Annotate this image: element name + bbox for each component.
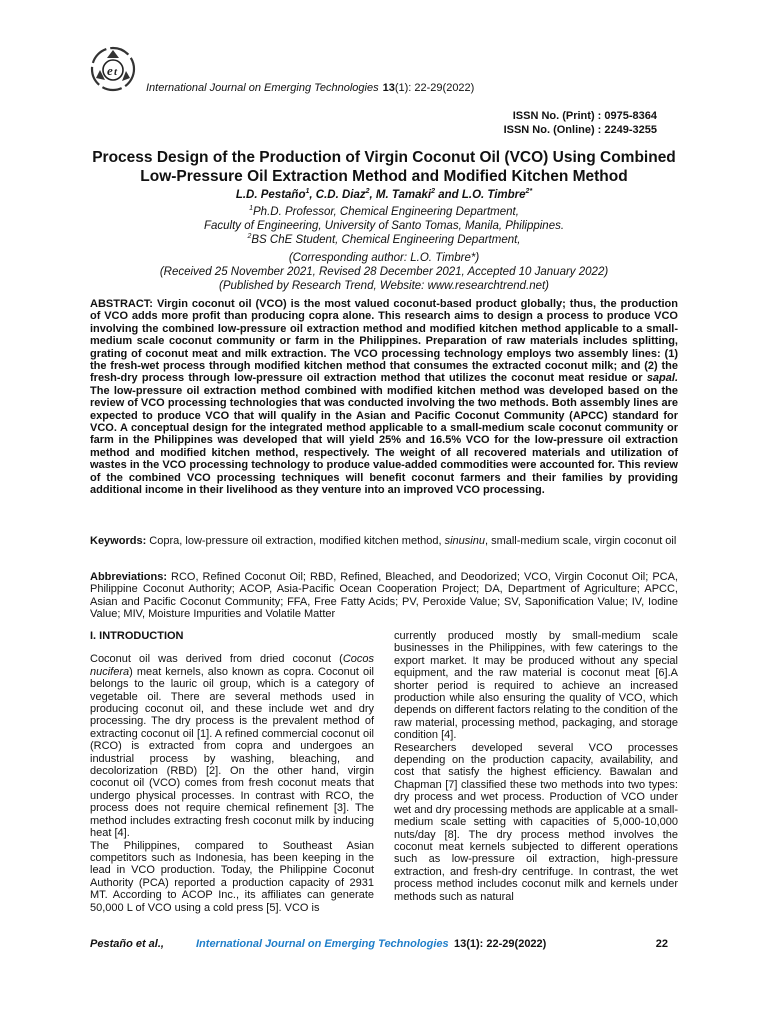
right-column <box>394 630 678 903</box>
abbreviations <box>90 571 678 621</box>
svg-text:e: e <box>107 63 113 78</box>
author-3: , M. Tamaki <box>369 189 432 201</box>
intro-p1-italic: Cocos nucifera <box>90 653 374 678</box>
corresponding-author: (Corresponding author: L.O. Timbre*) <box>288 252 480 264</box>
intro-p1-text-a: Coconut oil was derived from dried coconut ( <box>90 653 343 666</box>
abbreviations-label: Abbreviations: <box>90 571 168 583</box>
journal-name: International Journal on Emerging Technologies <box>146 82 379 94</box>
received-dates: (Received 25 November 2021, Revised 28 December 2021, Accepted 10 January 2022) <box>159 266 609 278</box>
section-heading-introduction: I. INTRODUCTION <box>90 630 184 642</box>
publication-info <box>80 251 688 293</box>
abstract-label: ABSTRACT: <box>90 298 153 310</box>
keywords-italic: sinusinu <box>444 535 485 547</box>
author-list <box>80 188 688 202</box>
author-4-sup: 2* <box>525 188 533 196</box>
keywords-text-2: , small-medium scale, virgin coconut oil <box>484 535 677 547</box>
keywords-label: Keywords: <box>90 535 147 547</box>
abstract-text-1: Virgin coconut oil (VCO) is the most valued coconut-based product globally; thus, the production of VCO adds more profit than producing copra alone. This research aims to design a process to produce VCO involving the combined low-pressure oil extraction method and modified kitchen method applicable to a small-medium scale coconut community or farm in the Philippines. Preparation of raw materials includes splitting, grating of coconut meat and milk extraction. The VCO processing technology employs two assembly lines: (1) the fresh-wet process through modified kitchen method that consumes the extracted coconut milk; and (2) the fresh-dry process through low-pressure oil extraction method that utilizes the coconut meat residue or <box>90 298 678 385</box>
journal-issue-pages: (1): 22-29(2022) <box>394 82 475 94</box>
page-number: 22 <box>655 938 668 950</box>
affiliation-1-line-2: Faculty of Engineering, University of Santo Tomas, Manila, Philippines. <box>203 220 565 232</box>
paper-title: Process Design of the Production of Virgin Coconut Oil (VCO) Using Combined Low-Pressure Oil Extraction Method and Modified Kitchen Method <box>92 149 676 185</box>
footer-authors: Pestaño et al., <box>90 938 164 950</box>
svg-text:t: t <box>114 66 118 78</box>
author-3-sup: 2 <box>431 188 436 196</box>
footer-pages: 13(1): 22-29(2022) <box>454 938 547 950</box>
author-2-sup: 2 <box>365 188 370 196</box>
abstract-italic: sapal. <box>646 372 678 385</box>
journal-header <box>146 82 474 94</box>
publisher-line: (Published by Research Trend, Website: www.researchtrend.net) <box>218 280 550 292</box>
affiliations <box>80 205 688 247</box>
affiliation-1-sup: 1 <box>249 205 253 213</box>
intro-paragraph-4: Researchers developed several VCO processes depending on the production capacity, availability, and cost that satisfy the highest efficiency. Bawalan and Chapman [7] classified these two methods into two types: dry process and wet process. Production of VCO under wet and dry processing methods are applicable at a small-medium scale setting with capacities of 5,000-10,000 nuts/day [8]. The dry process method involves the coconut meat kernels subjected to different operations such as low-pressure oil extraction, high-pressure extraction, and fresh-dry centrifuge. In contrast, the wet process method includes coconut milk and kernels under methods such as natural <box>394 741 678 903</box>
abstract-text-2: The low-pressure oil extraction method combined with modified kitchen method was developed based on the review of VCO processing technologies that was conducted involving the two methods. Both assembly lines are expected to produce VCO that will qualify in the Asian and Pacific Coconut Community (APCC) standard for VCO. A conceptual design for the integrated method applicable to a small-medium scale coconut community or farm in the Philippines was developed that will yield 25% and 16.5% VCO for the low-pressure oil extraction method and modified kitchen method, respectively. The weight of all recovered materials and utilization of wastes in the VCO processing technology to produce value-added commodities were accounted for. This review of the combined VCO processing techniques will benefit coconut farmers and their families by providing additional income in their livelihood as they venture into an improved VCO processing. <box>90 384 678 497</box>
abbreviations-text: RCO, Refined Coconut Oil; RBD, Refined, Bleached, and Deodorized; VCO, Virgin Coconut Oil; PCA, Philippine Coconut Authority; ACOP, Asia-Pacific Ocean Cooperation Project; DA, Department of Agriculture; APCC, Asian and Pacific Coconut Community; FFA, Free Fatty Acids; PV, Peroxide Value; SV, Saponification Value; IV, Iodine Value; MIV, Moisture Impurities and Volatile Matter <box>90 571 678 621</box>
journal-volume: 13 <box>382 82 395 94</box>
intro-p1-text-b: ) meat kernels, also known as copra. Coconut oil belongs to the lauric oil group, which is a category of vegetable oil. There are several methods used in producing coconut oil, and these include wet and dry processing. The dry process is the prevalent method of extracting coconut oil [1]. A refined commercial coconut oil (RCO) is extracted from copra and undergoes an industrial process by washing, bleaching, and decolorization (RBD) [2]. On the other hand, virgin coconut oil (VCO) comes from fresh coconut meats that undergo physical processes. In contrast with RCO, the process does not require chemical refinement [3]. The method includes extracting fresh coconut milk by inducing heat [4]. <box>90 665 374 840</box>
affiliation-2-line-1: BS ChE Student, Chemical Engineering Department, <box>251 234 521 246</box>
author-1: L.D. Pestaño <box>235 189 306 201</box>
intro-paragraph-1 <box>90 653 374 839</box>
intro-paragraph-2: The Philippines, compared to Southeast Asian competitors such as Indonesia, has been keeping in the lead in VCO production. Today, the Philippine Coconut Authority (PCA) reported a production capacity of 2931 MT. According to ACOP Inc., its affiliates can generate 50,000 L of VCO using a cold press [5]. VCO is <box>90 839 374 914</box>
issn-print: ISSN No. (Print) : 0975-8364 <box>512 110 657 122</box>
footer-journal: International Journal on Emerging Technologies <box>196 938 449 950</box>
intro-paragraph-3: currently produced mostly by small-medium scale businesses in the Philippines, with few caterings to the export market. It may be produced without any special equipment, and the raw material is coconut meat [6].A shorter period is required to achieve an increased production while also ensuring the quality of VCO, which depends on different factors relating to the condition of the raw material, processing method, packaging, and storage condition [4]. <box>394 630 678 742</box>
left-column <box>90 630 374 914</box>
author-4: and L.O. Timbre <box>435 189 526 201</box>
keywords <box>90 535 678 547</box>
abstract <box>90 298 678 497</box>
keywords-text-1: Copra, low-pressure oil extraction, modified kitchen method, <box>146 535 445 547</box>
journal-logo-icon <box>88 44 138 94</box>
author-2: , C.D. Diaz <box>309 189 366 201</box>
affiliation-2-sup: 2 <box>247 233 252 241</box>
affiliation-1-line-1: Ph.D. Professor, Chemical Engineering Department, <box>253 206 519 218</box>
issn-online: ISSN No. (Online) : 2249-3255 <box>503 124 657 136</box>
author-1-sup: 1 <box>305 188 310 196</box>
